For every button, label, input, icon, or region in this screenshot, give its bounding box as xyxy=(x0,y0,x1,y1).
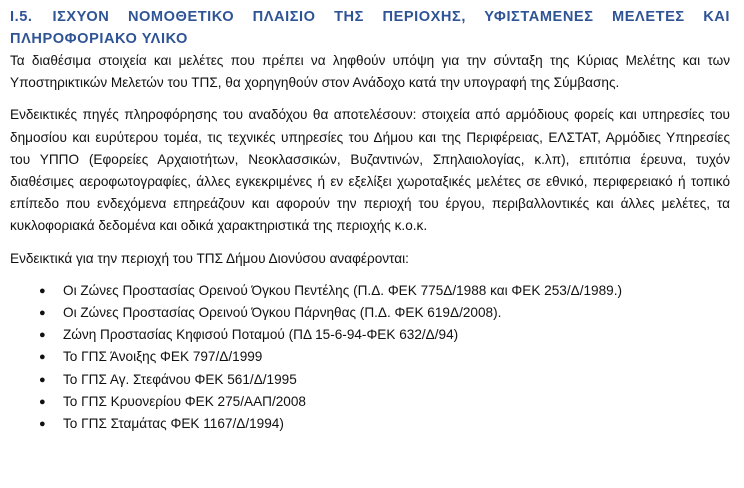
list-item xyxy=(10,280,730,302)
list-item-text: Ζώνη Προστασίας Κηφισού Ποταμού (ΠΔ 15-6-94-ΦΕΚ 632/Δ/94) xyxy=(63,327,459,343)
list-item xyxy=(10,413,730,435)
paragraph-intro: Τα διαθέσιμα στοιχεία και μελέτες που πρέπει να ληφθούν υπόψη για την σύνταξη της Κύριας Μελέτης και των Υποστηρικτικών Μελετών του ΤΠΣ, θα χορηγηθούν στον Ανάδοχο κατά την υπογραφή της Σύμβασης. xyxy=(10,53,730,91)
bullet-icon: ● xyxy=(39,329,46,342)
bullet-icon: ● xyxy=(39,307,46,320)
list-item-text: Το ΓΠΣ Αγ. Στεφάνου ΦΕΚ 561/Δ/1995 xyxy=(63,371,297,387)
bullet-icon: ● xyxy=(39,351,46,364)
bullet-icon: ● xyxy=(39,373,46,386)
list-item xyxy=(10,391,730,413)
section-number: Ι.5. xyxy=(10,9,33,25)
list-item-text: Οι Ζώνες Προστασίας Ορεινού Όγκου Πάρνηθας (Π.Δ. ΦΕΚ 619Δ/2008). xyxy=(63,305,502,321)
list-item xyxy=(10,346,730,368)
bullet-icon: ● xyxy=(39,395,46,408)
bullet-icon: ● xyxy=(39,418,46,431)
section-title: ΙΣΧΥΟΝ ΝΟΜΟΘΕΤΙΚΟ ΠΛΑΙΣΙΟ ΤΗΣ ΠΕΡΙΟΧΗΣ, ΥΦΙΣΤΑΜΕΝΕΣ ΜΕΛΕΤΕΣ ΚΑΙ ΠΛΗΡΟΦΟΡΙΑΚΟ ΥΛΙΚΟ xyxy=(10,9,730,47)
paragraph-list-intro: Ενδεικτικά για την περιοχή του ΤΠΣ Δήμου Διονύσου αναφέρονται: xyxy=(10,250,409,266)
list-item-text: Το ΓΠΣ Σταμάτας ΦΕΚ 1167/Δ/1994) xyxy=(63,416,284,432)
list-item xyxy=(10,302,730,324)
bullet-icon: ● xyxy=(39,284,46,297)
list-item-text: Το ΓΠΣ Άνοιξης ΦΕΚ 797/Δ/1999 xyxy=(63,349,263,365)
paragraph-sources: Ενδεικτικές πηγές πληροφόρησης του αναδόχου θα αποτελέσουν: στοιχεία από αρμόδιους φορείς και υπηρεσίες του δημοσίου και ευρύτερου τομέα, τις τεχνικές υπηρεσίες του Δήμου και της Περιφέρειας, ΕΛΣΤΑΤ, Αρμόδιες Υπηρεσίες του ΥΠΠΟ (Εφορείες Αρχαιοτήτων, Νεοκλασσικών, Βυζαντινών, Σπηλαιολογίας, κ.λπ), επιτόπια έρευνα, τυχόν διαθέσιμες αεροφωτογραφίες, άλλες εγκεκριμένες ή εν εξελίξει χωροταξικές μελέτες σε εθνικό, περιφερειακό ή τοπικό επίπεδο που ενδεχόμενα επηρεάζουν και αφορούν την περιοχή του έργου, περιβαλλοντικές και άλλες μελέτες, τα κυκλοφοριακά δεδομένα και οδικά χαρακτηριστικά της περιοχής κ.ο.κ. xyxy=(10,107,730,234)
list-item-text: Οι Ζώνες Προστασίας Ορεινού Όγκου Πεντέλης (Π.Δ. ΦΕΚ 775Δ/1988 και ΦΕΚ 253/Δ/1989.) xyxy=(63,282,623,298)
list-item xyxy=(10,324,730,346)
list-item-text: Το ΓΠΣ Κρυονερίου ΦΕΚ 275/ΑΑΠ/2008 xyxy=(63,393,306,409)
list-item xyxy=(10,369,730,391)
section-heading xyxy=(10,6,730,50)
reference-list xyxy=(10,280,730,435)
